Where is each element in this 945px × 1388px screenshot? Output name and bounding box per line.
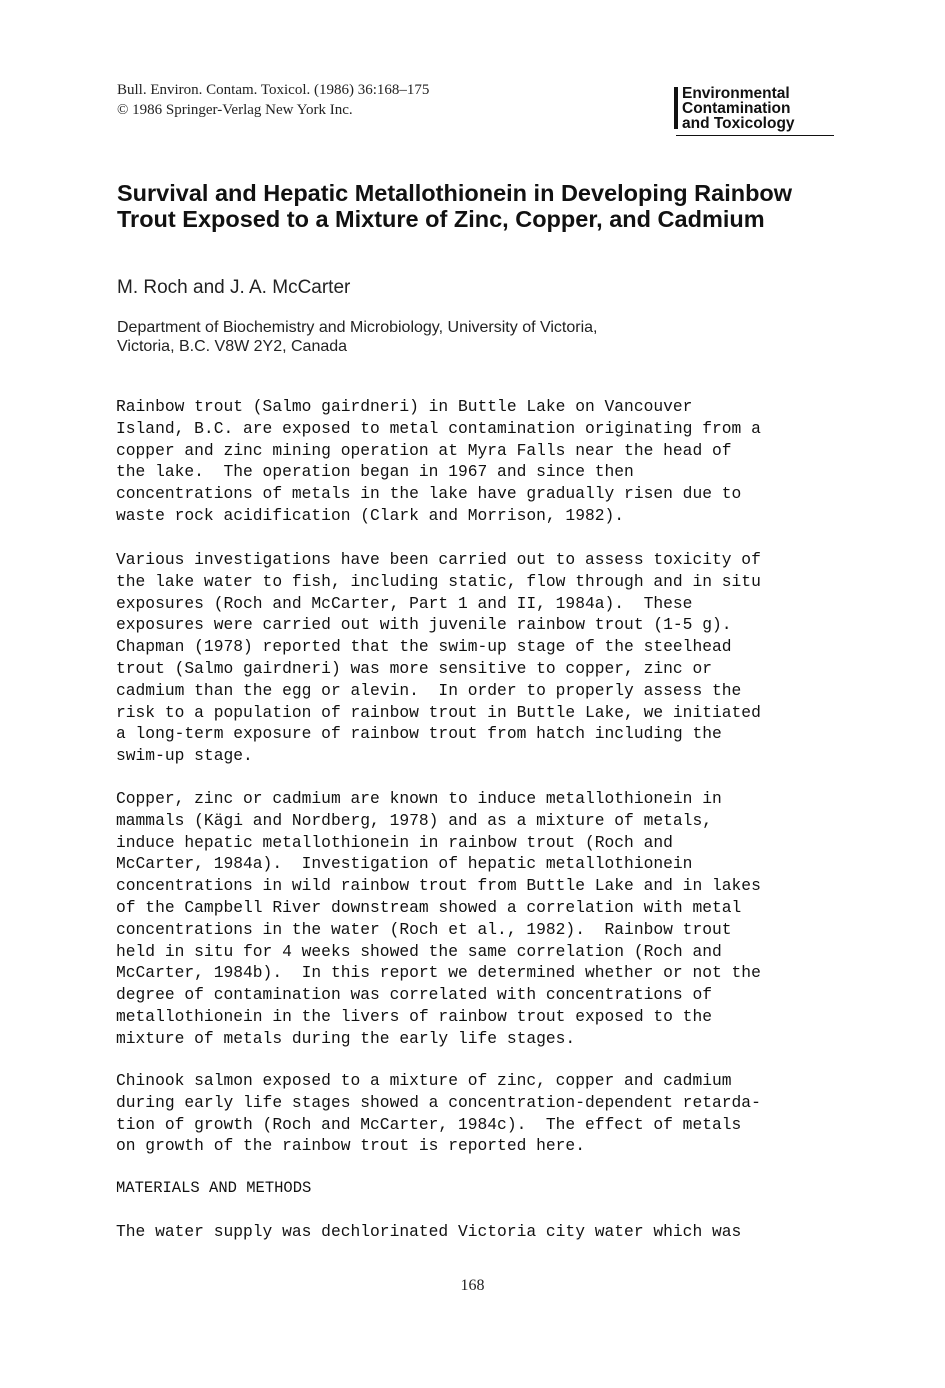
citation-line: Bull. Environ. Contam. Toxicol. (1986) 36:168–175 xyxy=(117,82,430,98)
body-paragraph: Copper, zinc or cadmium are known to induce metallothionein in mammals (Kägi and Nordberg, 1978) and as a mixture of metals, induce hepatic metallothionein in rainbow trout (Roch and McCarter, 1984a). Investigation of hepatic metallothionein concentrations in wild rainbow trout from Buttle Lake and in lakes of the Campbell River downstream showed a correlation with metal concentrations in the water (Roch et al., 1982). Rainbow trout held in situ for 4 weeks showed the same correlation (Roch and McCarter, 1984b). In this report we determined whether or not the degree of contamination was correlated with concentrations of metallothionein in the livers of rainbow trout exposed to the mixture of metals during the early life stages. xyxy=(116,789,761,1048)
section-heading: MATERIALS AND METHODS xyxy=(116,1179,312,1197)
page-number: 168 xyxy=(460,1277,485,1294)
affiliation-line: Victoria, B.C. V8W 2Y2, Canada xyxy=(117,338,348,355)
journal-name-line: Contamination xyxy=(682,100,791,117)
citation-block xyxy=(117,80,429,120)
logo-bar xyxy=(674,87,678,129)
journal-name-line: Environmental xyxy=(682,85,790,102)
article-title: Survival and Hepatic Metallothionein in Developing Rainbow Trout Exposed to a Mixture of Zinc, Copper, and Cadmium xyxy=(117,180,793,232)
body-paragraph: Various investigations have been carried out to assess toxicity of the lake water to fish, including static, flow through and in situ exposures (Roch and McCarter, Part 1 and II, 1984a). These exposures were carried out with juvenile rainbow trout (1-5 g). Chapman (1978) reported that the swim-up stage of the steelhead trout (Salmo gairdneri) was more sensitive to copper, zinc or cadmium than the egg or alevin. In order to properly assess the risk to a population of rainbow trout in Buttle Lake, we initiated a long-term exposure of rainbow trout from hatch including the swim-up stage. xyxy=(116,550,761,766)
affiliation-line: Department of Biochemistry and Microbiology, University of Victoria, xyxy=(117,319,598,336)
authors: M. Roch and J. A. McCarter xyxy=(117,277,351,298)
affiliation xyxy=(117,318,597,356)
copyright-line: © 1986 Springer-Verlag New York Inc. xyxy=(117,102,353,118)
journal-name-line: and Toxicology xyxy=(682,115,795,132)
body-paragraph: Rainbow trout (Salmo gairdneri) in Buttle Lake on Vancouver Island, B.C. are exposed to metal contamination originating from a copper and zinc mining operation at Myra Falls near the head of the lake. The operation began in 1967 and since then concentrations of metals in the lake have gradually risen due to waste rock acidification (Clark and Morrison, 1982). xyxy=(116,397,761,525)
body-paragraph: Chinook salmon exposed to a mixture of zinc, copper and cadmium during early life stages showed a concentration-dependent retarda- tion of growth (Roch and McCarter, 1984c). The effect of metals on growth of the rainbow trout is reported here. xyxy=(116,1071,761,1156)
body-paragraph: The water supply was dechlorinated Victoria city water which was xyxy=(116,1222,742,1241)
logo-rule xyxy=(676,135,834,136)
journal-logo xyxy=(676,86,832,136)
